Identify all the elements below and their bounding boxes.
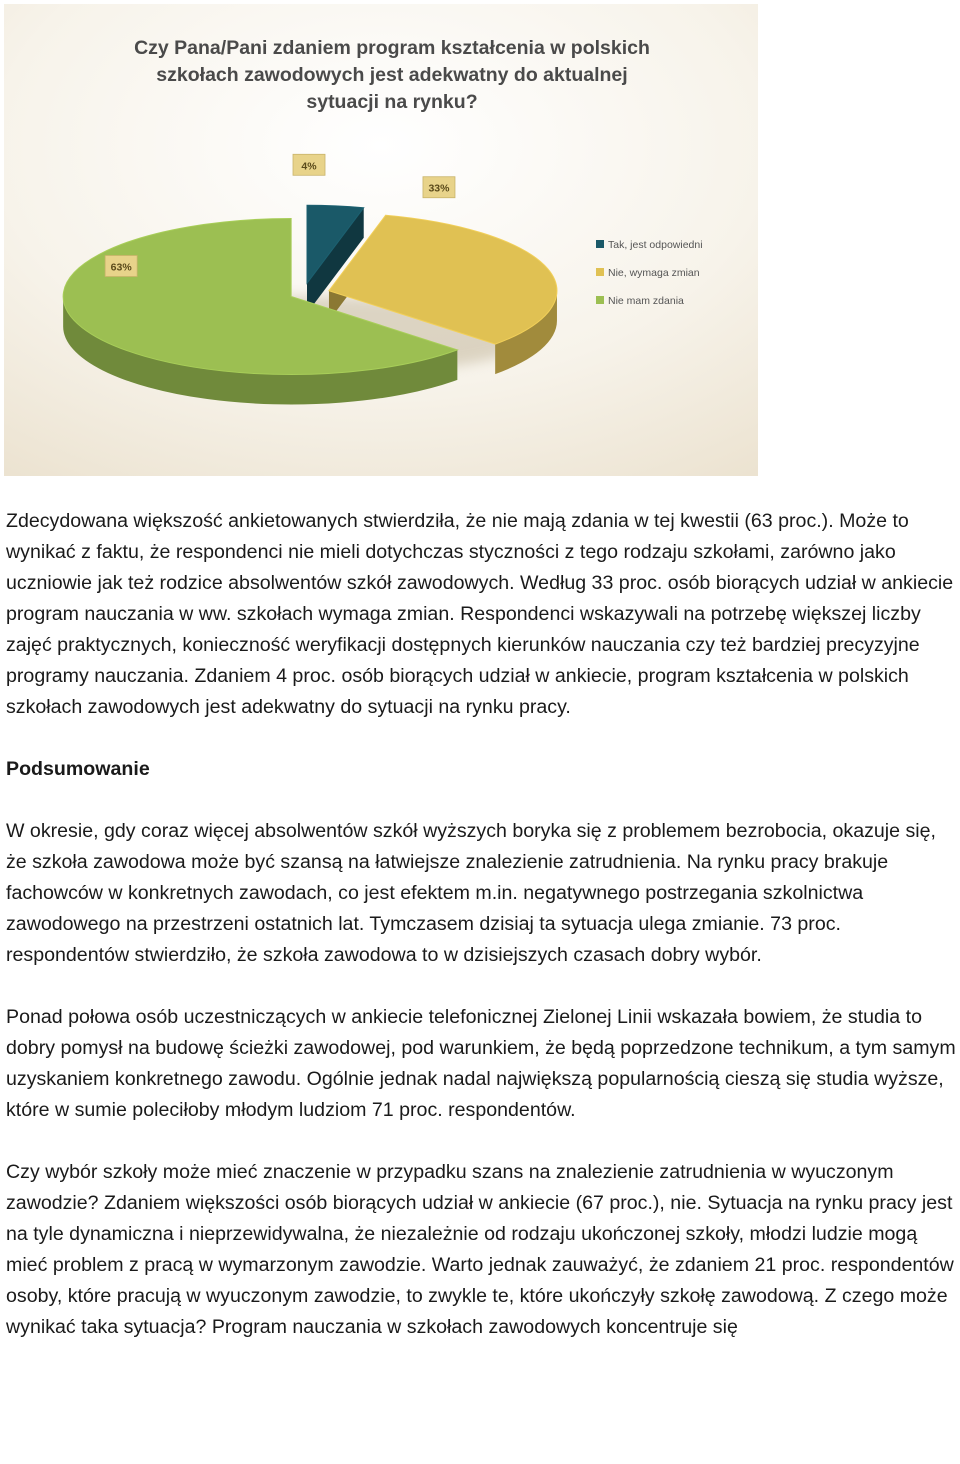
legend-item-3 — [596, 295, 684, 307]
chart-title-line-3: sytuacji na rynku? — [306, 91, 478, 113]
paragraph-summary: W okresie, gdy coraz więcej absolwentów szkół wyższych boryka się z problemem bezrobocia, okazuje się, że szkoła zawodowa może być szansą na łatwiejsze znalezienie zatrudnienia. Na rynku pracy brakuje fachowców w konkretnych zawodach, co jest efektem m.in. negatywnego postrzegania szkolnictwa zawodowego na przestrzeni ostatnich lat. Tymczasem dzisiaj ta sytuacja ulega zmianie. 73 proc. respondentów stwierdziło, że szkoła zawodowa to w dzisiejszych czasach dobry wybór. — [6, 820, 936, 966]
data-label-text: 63% — [110, 261, 132, 274]
legend-swatch — [596, 268, 604, 276]
data-label-text: 33% — [428, 182, 450, 195]
legend-swatch — [596, 240, 604, 248]
legend-label: Nie, wymaga zmian — [608, 267, 700, 279]
legend-label: Tak, jest odpowiedni — [608, 239, 703, 251]
chart-title-line-2: szkołach zawodowych jest adekwatny do aktualnej — [156, 64, 628, 86]
article-body — [6, 506, 956, 1343]
legend-swatch — [596, 296, 604, 304]
survey-pie-chart — [4, 4, 758, 476]
data-label-2 — [423, 177, 455, 198]
legend-label: Nie mam zdania — [608, 295, 684, 307]
paragraph-results: Zdecydowana większość ankietowanych stwierdziła, że nie mają zdania w tej kwestii (63 proc.). Może to wynikać z faktu, że respondenci nie mieli dotychczas styczności z tego rodzaju szkołami, zarówno jako uczniowie jak też rodzice absolwentów szkół zawodowych. Według 33 proc. osób biorących udział w ankiecie program nauczania w ww. szkołach wymaga zmian. Respondenci wskazywali na potrzebę większej liczby zajęć praktycznych, konieczność weryfikacji dostępnych kierunków nauczania czy też bardziej precyzyjne programy nauczania. Zdaniem 4 proc. osób biorących udział w ankiecie, program kształcenia w polskich szkołach zawodowych jest adekwatny do sytuacji na rynku pracy. — [6, 510, 954, 718]
legend-item-1 — [596, 239, 703, 251]
data-label-text: 4% — [301, 160, 317, 173]
paragraph-studies: Ponad połowa osób uczestniczących w ankiecie telefonicznej Zielonej Linii wskazała bowiem, że studia to dobry pomysł na budowę ścieżki zawodowej, pod warunkiem, że będą poprzedzone technikum, a tym samym uzyskaniem konkretnego zawodu. Ogólnie jednak nadal największą popularnością cieszą się studia wyższe, które w sumie poleciłoby młodym ludziom 71 proc. respondentów. — [6, 1006, 956, 1121]
data-label-1 — [293, 154, 325, 175]
data-label-3 — [105, 256, 137, 277]
legend-item-2 — [596, 267, 700, 279]
chart-title-line-1: Czy Pana/Pani zdaniem program kształcenia w polskich — [134, 37, 650, 59]
paragraph-school-choice: Czy wybór szkoły może mieć znaczenie w przypadku szans na znalezienie zatrudnienia w wyuczonym zawodzie? Zdaniem większości osób biorących udział w ankiecie (67 proc.), nie. Sytuacja na rynku pracy jest na tyle dynamiczna i nieprzewidywalna, że niezależnie od rodzaju ukończonej szkoły, młodzi ludzie mogą mieć problem z pracą w wymarzonym zawodzie. Warto jednak zauważyć, że zdaniem 21 proc. respondentów osoby, które pracują w wyuczonym zawodzie, to zwykle te, które ukończyły szkołę zawodową. Z czego może wynikać taka sytuacja? Program nauczania w szkołach zawodowych koncentruje się — [6, 1161, 954, 1338]
section-heading: Podsumowanie — [6, 758, 150, 780]
